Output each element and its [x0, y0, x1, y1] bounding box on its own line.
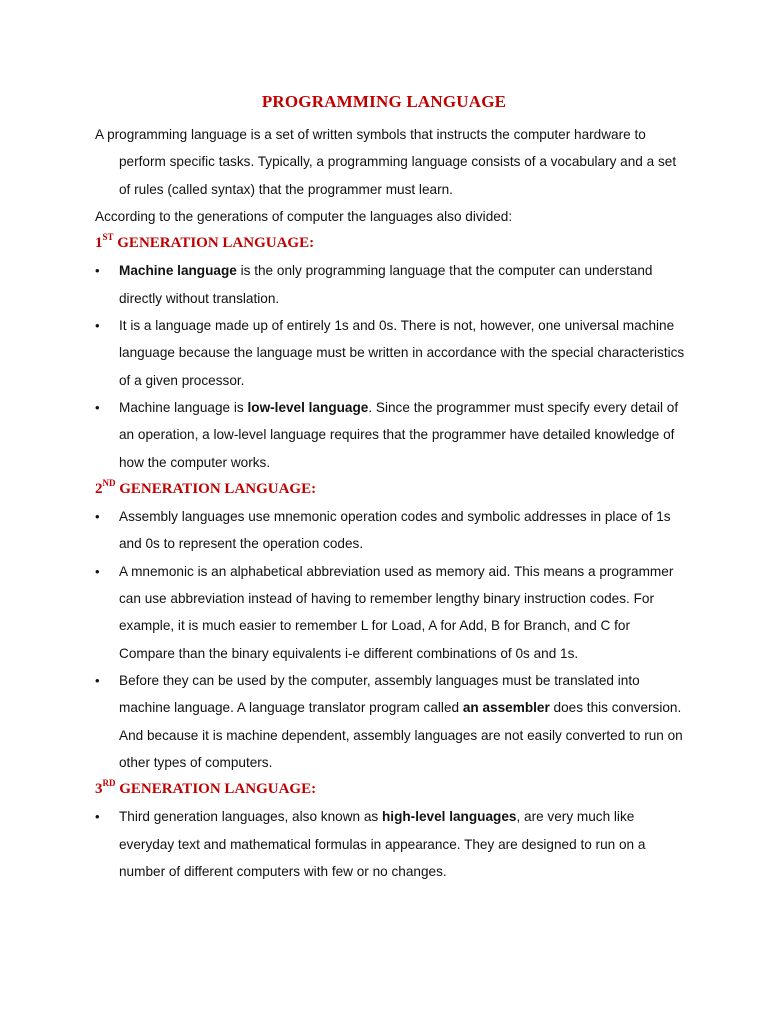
section-2-bullets	[95, 503, 685, 776]
bullet-item	[95, 394, 685, 476]
bullet-item	[95, 803, 685, 885]
bullet-text: A mnemonic is an alphabetical abbreviation used as memory aid. This means a programmer can use abbreviation instead of having to remember lengthy binary instruction codes. For example, it is much easier to remember L for Load, A for Add, B for Branch, and C for Compare than the binary equivalents i-e different combinations of 0s and 1s.	[119, 563, 674, 661]
bullet-text: is the only programming language that the computer can understand directly without translation.	[119, 263, 653, 306]
bullet-icon: •	[95, 809, 100, 825]
bullet-text: Assembly languages use mnemonic operation codes and symbolic addresses in place of 1s and 0s to represent the operation codes.	[119, 509, 671, 552]
bullet-text: Third generation languages, also known as	[119, 809, 382, 825]
bullet-item	[95, 312, 685, 394]
intro-paragraph: A programming language is a set of written symbols that instructs the computer hardware to perform specific tasks. Typically, a programming language consists of a vocabulary and a set of rules (called syntax) that the programmer must learn.	[95, 127, 677, 197]
bullet-icon: •	[95, 672, 100, 688]
bullet-bold-term: Machine language	[119, 263, 237, 279]
section-heading-3	[95, 776, 685, 803]
section-heading-text: GENERATION LANGUAGE:	[113, 235, 315, 252]
bullet-icon: •	[95, 318, 100, 334]
section-number: 2	[95, 480, 103, 497]
document-body	[95, 121, 685, 885]
bullet-text: does this conversion. And because it is machine dependent, assembly languages are not easily converted to run on other types of computers.	[119, 700, 683, 770]
bullet-text: . Since the programmer must specify every detail of an operation, a low-level language requires that the programmer have detailed knowledge of how the computer works.	[119, 399, 679, 470]
section-number: 3	[95, 781, 103, 798]
bullet-item	[95, 257, 685, 312]
section-3-bullets	[95, 803, 685, 885]
generations-intro: According to the generations of computer the languages also divided:	[95, 208, 513, 224]
bullet-item	[95, 667, 685, 776]
bullet-bold-term: high-level languages	[381, 809, 517, 825]
bullet-item	[95, 503, 685, 558]
section-ordinal-suffix: ND	[102, 477, 116, 488]
bullet-bold-term: low-level language	[247, 399, 369, 415]
section-heading-1	[95, 230, 685, 257]
page-title: PROGRAMMING LANGUAGE	[261, 92, 507, 111]
bullet-bold-term: an assembler	[462, 700, 550, 716]
section-ordinal-suffix: ST	[102, 232, 114, 243]
section-heading-text: GENERATION LANGUAGE:	[115, 781, 317, 798]
bullet-text: It is a language made up of entirely 1s and 0s. There is not, however, one universal machine language because the language must be written in accordance with the special characteristics of a given processor.	[119, 318, 685, 388]
bullet-item	[95, 558, 685, 667]
section-1-bullets	[95, 257, 685, 475]
bullet-icon: •	[95, 263, 100, 279]
section-heading-2	[95, 476, 685, 503]
bullet-text: Before they can be used by the computer, assembly languages must be translated into machine language. A language translator program called	[119, 672, 640, 716]
bullet-icon: •	[95, 399, 100, 415]
section-heading-text: GENERATION LANGUAGE:	[115, 480, 317, 497]
bullet-icon: •	[95, 563, 100, 579]
bullet-text: Machine language is	[119, 399, 248, 415]
bullet-icon: •	[95, 509, 100, 525]
section-number: 1	[95, 235, 103, 252]
section-ordinal-suffix: RD	[102, 778, 116, 789]
bullet-text: , are very much like everyday text and mathematical formulas in appearance. They are designed to run on a number of different computers with few or no changes.	[119, 809, 646, 880]
